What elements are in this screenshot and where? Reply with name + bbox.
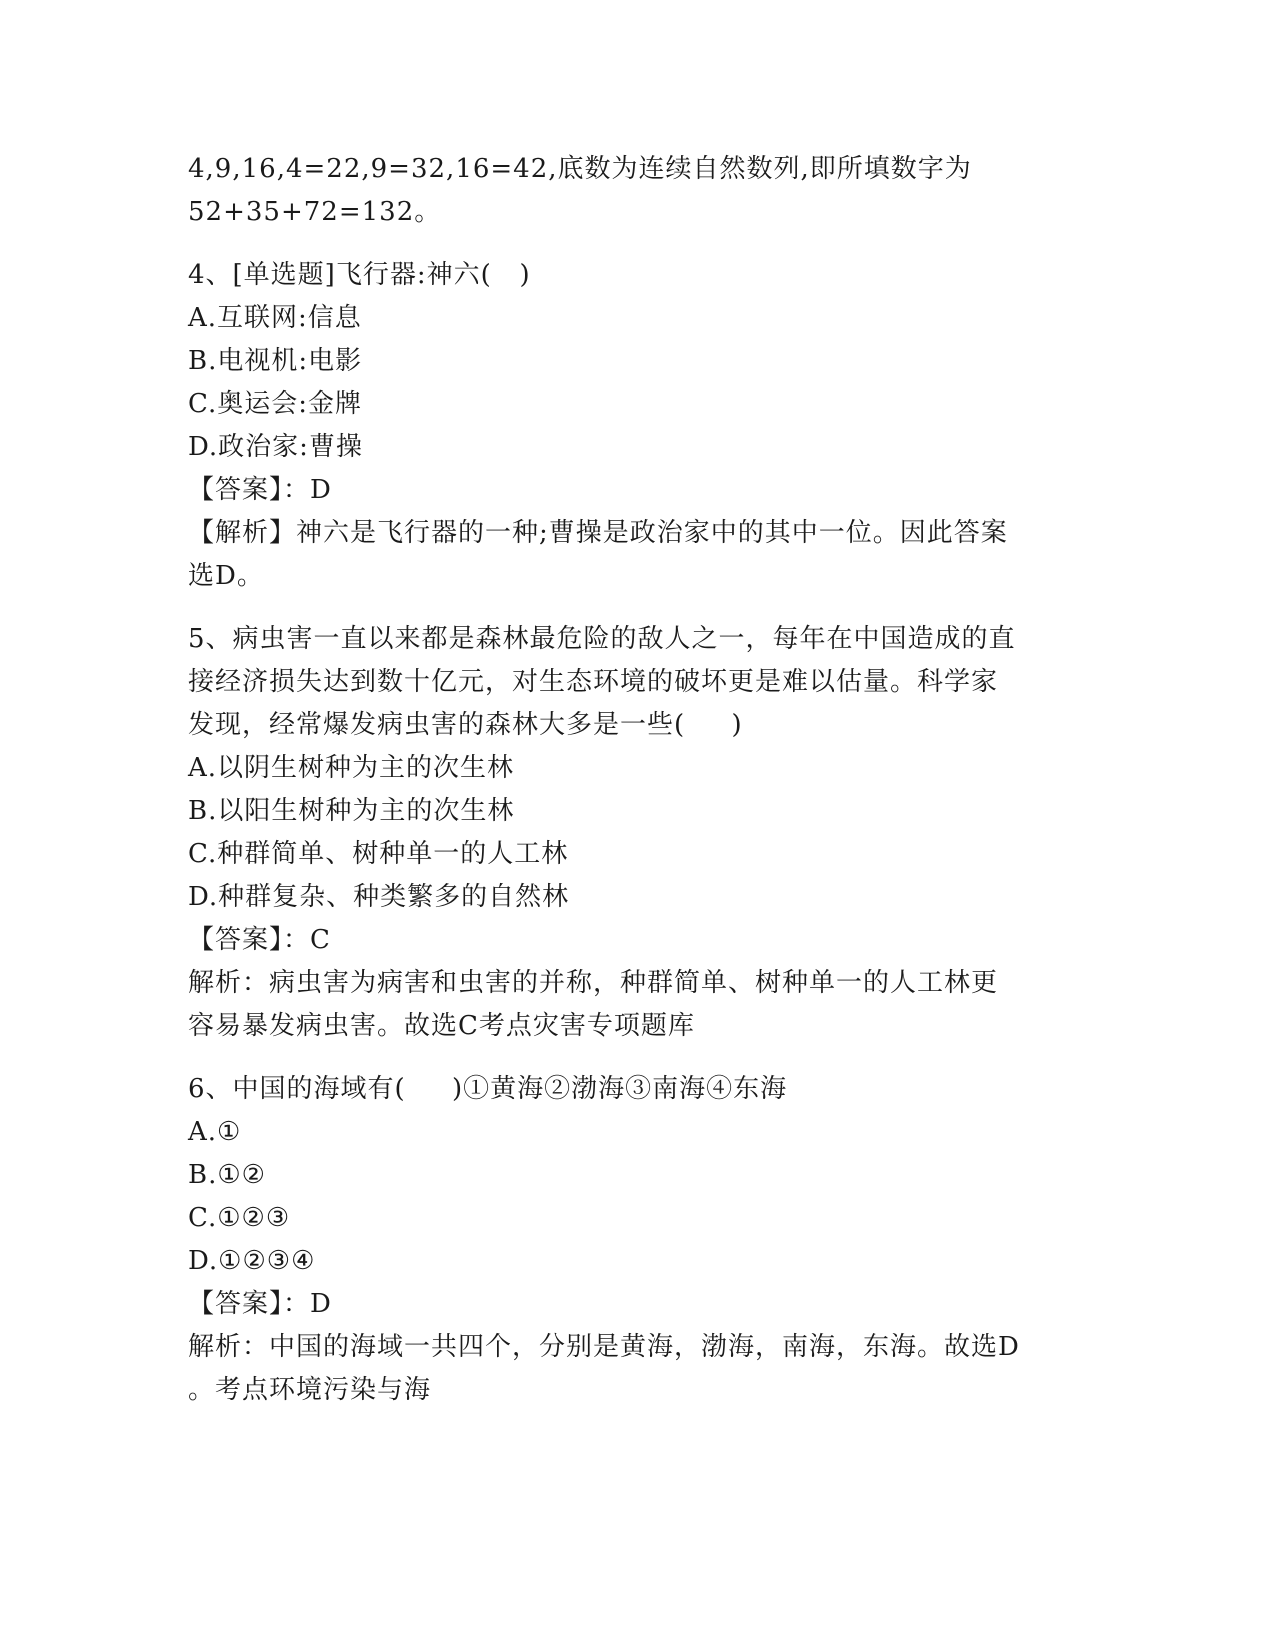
option-b: B.电视机:电影 xyxy=(188,346,363,376)
option-a: A.互联网:信息 xyxy=(188,303,362,333)
question-4 xyxy=(188,254,1088,598)
explanation-line: 。考点环境污染与海 xyxy=(188,1375,432,1405)
option-c: C.种群简单、树种单一的人工林 xyxy=(188,839,569,869)
question-stem: 6、中国的海域有( )①黄海②渤海③南海④东海 xyxy=(188,1074,788,1104)
explanation-line: 4,9,16,4=22,9=32,16=42,底数为连续自然数列,即所填数字为 xyxy=(188,154,972,184)
option-b: B.以阳生树种为主的次生林 xyxy=(188,796,515,826)
explanation-line: 【解析】神六是飞行器的一种;曹操是政治家中的其中一位。因此答案 xyxy=(188,518,1008,548)
document-page xyxy=(188,148,1088,1412)
spacer xyxy=(188,598,1088,618)
answer-line: 【答案】：D xyxy=(188,1289,332,1319)
explanation-line: 解析：病虫害为病害和虫害的并称，种群简单、树种单一的人工林更 xyxy=(188,968,999,998)
option-a: A.以阴生树种为主的次生林 xyxy=(188,753,515,783)
question-6 xyxy=(188,1068,1088,1412)
option-d: D.种群复杂、种类繁多的自然林 xyxy=(188,882,570,912)
question-stem: 4、[单选题]飞行器:神六( ) xyxy=(188,260,531,290)
previous-explanation xyxy=(188,148,1088,234)
question-stem: 发现，经常爆发病虫害的森林大多是一些( ) xyxy=(188,710,743,740)
option-c: C.①②③ xyxy=(188,1203,291,1233)
option-c: C.奥运会:金牌 xyxy=(188,389,362,419)
explanation-line: 52+35+72=132。 xyxy=(188,197,442,227)
option-d: D.政治家:曹操 xyxy=(188,432,363,462)
spacer xyxy=(188,1048,1088,1068)
answer-line: 【答案】：D xyxy=(188,475,332,505)
explanation-line: 容易暴发病虫害。故选C考点灾害专项题库 xyxy=(188,1011,695,1041)
question-stem: 接经济损失达到数十亿元，对生态环境的破坏更是难以估量。科学家 xyxy=(188,667,999,697)
option-b: B.①② xyxy=(188,1160,266,1190)
spacer xyxy=(188,234,1088,254)
option-a: A.① xyxy=(188,1117,242,1147)
question-5 xyxy=(188,618,1088,1048)
answer-line: 【答案】：C xyxy=(188,925,331,955)
explanation-line: 选D。 xyxy=(188,561,264,591)
option-d: D.①②③④ xyxy=(188,1246,316,1276)
question-stem: 5、病虫害一直以来都是森林最危险的敌人之一，每年在中国造成的直 xyxy=(188,624,1016,654)
explanation-line: 解析：中国的海域一共四个，分别是黄海，渤海，南海，东海。故选D xyxy=(188,1332,1020,1362)
